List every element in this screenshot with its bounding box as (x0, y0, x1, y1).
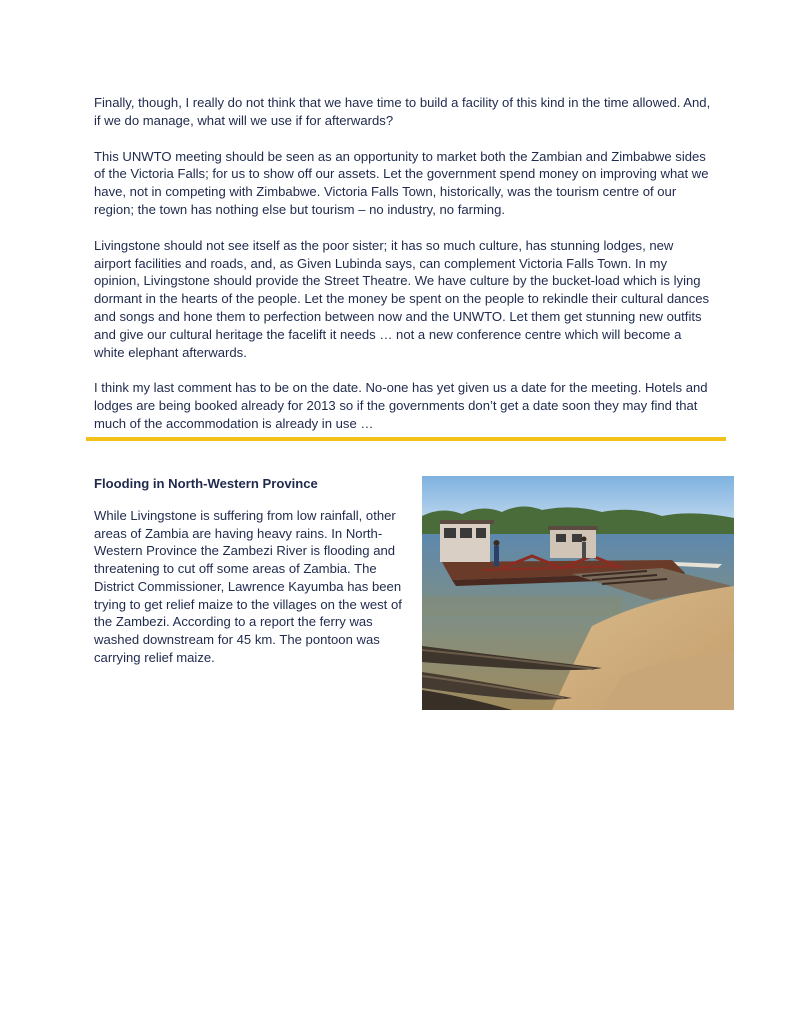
article-paragraph: Finally, though, I really do not think that we have time to build a facility of this kind in the time allowed. And, if we do manage, what will we use if for afterwards? (94, 95, 711, 128)
section-divider (86, 437, 726, 441)
article-paragraph: This UNWTO meeting should be seen as an opportunity to market both the Zambian and Zimbabwe sides of the Victoria Falls; for us to show off our assets. Let the government spend money on improving what we have, not in competing with Zimbabwe. Victoria Falls Town, historically, was the tourism centre of our region; the town has nothing else but tourism – no industry, no farming. (94, 148, 709, 217)
article-paragraph: I think my last comment has to be on the date. No-one has yet given us a date for the meeting. Hotels and lodges are being booked already for 2013 so if the governments don’t get a date soon they may find that much of the accommodation is already in use … (94, 380, 708, 431)
article-body (94, 94, 714, 451)
story-body: While Livingstone is suffering from low rainfall, other areas of Zambia are having heavy rains. In North-Western Province the Zambezi River is flooding and threatening to cut off some areas of Zambia. The District Commissioner, Lawrence Kayumba has been trying to get relief maize to the villages on the west of the Zambezi. According to a report the ferry was washed downstream for 45 km. The pontoon was carrying relief maize. (94, 508, 402, 665)
article-paragraph: Livingstone should not see itself as the poor sister; it has so much culture, has stunning lodges, new airport facilities and roads, and, as Given Lubinda says, can complement Victoria Falls Town. In my opinion, Livingstone should provide the Street Theatre. We have culture by the bucket-load which is lying dormant in the hearts of the people. Let the money be spent on the people to rekindle their cultural dances and songs and hone them to perfection between now and the UNWTO. Let them get stunning new outfits and give our cultural heritage the facelift it needs … not a new conference centre which will become a white elephant afterwards. (94, 237, 710, 360)
flooding-story (94, 475, 410, 666)
ferry-photo (422, 476, 734, 710)
story-title: Flooding in North-Western Province (94, 476, 318, 491)
